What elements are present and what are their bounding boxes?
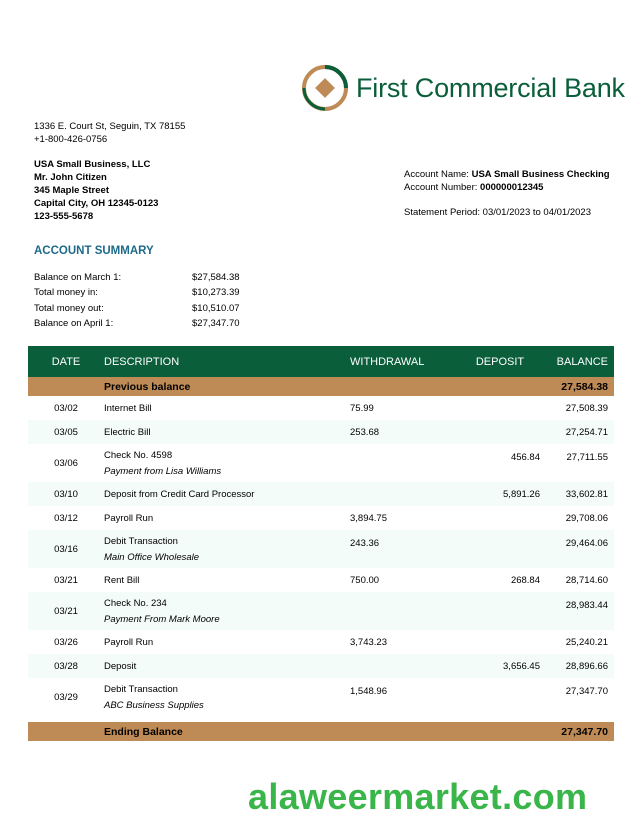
bank-logo-emblem-icon xyxy=(302,65,348,111)
row-balance: 29,464.06 xyxy=(565,538,608,549)
row-deposit xyxy=(460,530,540,538)
header-withdrawal: WITHDRAWAL xyxy=(350,355,425,368)
row-description-main: Internet Bill xyxy=(104,402,152,414)
account-info xyxy=(404,168,610,194)
table-row xyxy=(28,592,614,630)
row-description-main: Electric Bill xyxy=(104,426,151,438)
row-deposit xyxy=(460,592,540,600)
account-name-value: USA Small Business Checking xyxy=(471,169,610,180)
table-row xyxy=(28,482,614,506)
summary-value: $27,584.38 xyxy=(192,272,240,284)
summary-label: Balance on March 1: xyxy=(34,272,122,284)
row-balance: 27,508.39 xyxy=(565,402,608,414)
row-description xyxy=(104,513,350,524)
row-date: 03/05 xyxy=(54,426,78,438)
table-row xyxy=(28,678,614,716)
row-description-sub: Main Office Wholesale xyxy=(104,551,200,563)
row-deposit: 456.84 xyxy=(510,452,540,463)
ending-balance-label: Ending Balance xyxy=(104,725,183,738)
row-date: 03/02 xyxy=(54,402,78,414)
row-date: 03/28 xyxy=(54,660,78,672)
row-description xyxy=(104,427,350,438)
row-date: 03/12 xyxy=(54,512,78,524)
row-deposit: 5,891.26 xyxy=(503,488,540,500)
summary-row xyxy=(34,301,240,316)
account-name-line xyxy=(404,168,610,181)
row-description-main: Debit Transaction xyxy=(104,535,178,547)
account-summary xyxy=(34,270,240,331)
customer-person: Mr. John Citizen xyxy=(34,172,107,183)
account-number-label: Account Number: xyxy=(404,182,478,193)
table-row xyxy=(28,444,614,482)
row-balance: 28,714.60 xyxy=(565,574,608,586)
table-row xyxy=(28,630,614,654)
row-description xyxy=(104,598,350,625)
table-row xyxy=(28,530,614,568)
account-number-value: 000000012345 xyxy=(480,182,544,193)
customer-address-block xyxy=(34,158,158,223)
row-withdrawal: 3,743.23 xyxy=(350,636,387,648)
row-description xyxy=(104,403,350,414)
previous-balance-row xyxy=(28,377,614,396)
ending-balance-value: 27,347.70 xyxy=(561,725,608,738)
row-withdrawal: 75.99 xyxy=(350,402,374,414)
row-withdrawal: 750.00 xyxy=(350,574,380,586)
row-deposit: 3,656.45 xyxy=(503,660,540,672)
account-summary-title: ACCOUNT SUMMARY xyxy=(34,245,154,257)
summary-value: $27,347.70 xyxy=(192,318,240,330)
summary-label: Total money in: xyxy=(34,287,98,299)
row-date: 03/21 xyxy=(54,605,78,617)
row-deposit: 268.84 xyxy=(510,574,540,586)
row-withdrawal: 253.68 xyxy=(350,426,380,438)
row-description-main: Deposit from Credit Card Processor xyxy=(104,488,255,500)
transactions-table xyxy=(28,346,614,741)
previous-balance-value: 27,584.38 xyxy=(561,380,608,393)
bank-address: 1336 E. Court St, Seguin, TX 78155 xyxy=(34,121,186,132)
row-description xyxy=(104,684,350,711)
row-withdrawal xyxy=(350,592,460,600)
row-description-main: Deposit xyxy=(104,660,137,672)
bank-address-block xyxy=(34,120,185,146)
row-withdrawal: 1,548.96 xyxy=(350,686,387,697)
bank-phone: +1-800-426-0756 xyxy=(34,134,108,145)
row-balance: 28,983.44 xyxy=(565,600,608,611)
bank-logo xyxy=(302,62,625,114)
row-date: 03/10 xyxy=(54,488,78,500)
table-row xyxy=(28,396,614,420)
summary-row xyxy=(34,285,240,300)
row-balance: 33,602.81 xyxy=(565,488,608,500)
summary-row xyxy=(34,270,240,285)
row-balance: 28,896.66 xyxy=(565,660,608,672)
table-row xyxy=(28,568,614,592)
ending-balance-row xyxy=(28,722,614,741)
row-date: 03/16 xyxy=(54,543,78,555)
table-row xyxy=(28,420,614,444)
row-date: 03/26 xyxy=(54,636,78,648)
row-withdrawal: 3,894.75 xyxy=(350,512,387,524)
summary-value: $10,273.39 xyxy=(192,287,240,299)
row-description xyxy=(104,637,350,648)
statement-period: Statement Period: 03/01/2023 to 04/01/2023 xyxy=(404,207,591,218)
row-description-main: Check No. 4598 xyxy=(104,449,173,461)
row-description xyxy=(104,536,350,563)
row-balance: 29,708.06 xyxy=(565,512,608,524)
row-date: 03/29 xyxy=(54,691,78,703)
row-description-sub: Payment From Mark Moore xyxy=(104,613,220,625)
row-description xyxy=(104,661,350,672)
account-name-label: Account Name: xyxy=(404,169,469,180)
row-deposit xyxy=(460,678,540,686)
summary-label: Balance on April 1: xyxy=(34,318,114,330)
header-deposit: DEPOSIT xyxy=(475,355,525,368)
header-description: DESCRIPTION xyxy=(104,355,180,368)
row-description-main: Payroll Run xyxy=(104,512,154,524)
transaction-rows xyxy=(28,396,614,716)
row-description-main: Check No. 234 xyxy=(104,597,167,609)
row-balance: 25,240.21 xyxy=(565,636,608,648)
account-number-line xyxy=(404,181,610,194)
customer-city: Capital City, OH 12345-0123 xyxy=(34,198,159,209)
row-description xyxy=(104,575,350,586)
row-balance: 27,254.71 xyxy=(565,426,608,438)
summary-value: $10,510.07 xyxy=(192,302,240,314)
watermark-text: alaweermarket.com xyxy=(248,776,588,817)
row-date: 03/21 xyxy=(54,574,78,586)
row-description-sub: ABC Business Supplies xyxy=(104,699,204,711)
row-withdrawal: 243.36 xyxy=(350,538,380,549)
table-row xyxy=(28,506,614,530)
customer-phone: 123-555-5678 xyxy=(34,211,94,222)
previous-balance-label: Previous balance xyxy=(104,380,191,393)
summary-row xyxy=(34,316,240,331)
header-balance: BALANCE xyxy=(556,355,608,368)
header-date: DATE xyxy=(51,355,81,368)
row-description-sub: Payment from Lisa Williams xyxy=(104,465,222,477)
row-date: 03/06 xyxy=(54,457,78,469)
bank-name: First Commercial Bank xyxy=(356,72,625,103)
row-description xyxy=(104,450,350,477)
row-withdrawal xyxy=(350,444,460,452)
table-row xyxy=(28,654,614,678)
table-header xyxy=(28,346,614,377)
customer-street: 345 Maple Street xyxy=(34,185,109,196)
row-description-main: Rent Bill xyxy=(104,574,140,586)
row-balance: 27,711.55 xyxy=(566,452,608,463)
row-description-main: Debit Transaction xyxy=(104,683,178,695)
row-description-main: Payroll Run xyxy=(104,636,154,648)
customer-company: USA Small Business, LLC xyxy=(34,159,151,170)
summary-label: Total money out: xyxy=(34,302,104,314)
row-description xyxy=(104,489,350,500)
row-balance: 27,347.70 xyxy=(565,686,608,697)
